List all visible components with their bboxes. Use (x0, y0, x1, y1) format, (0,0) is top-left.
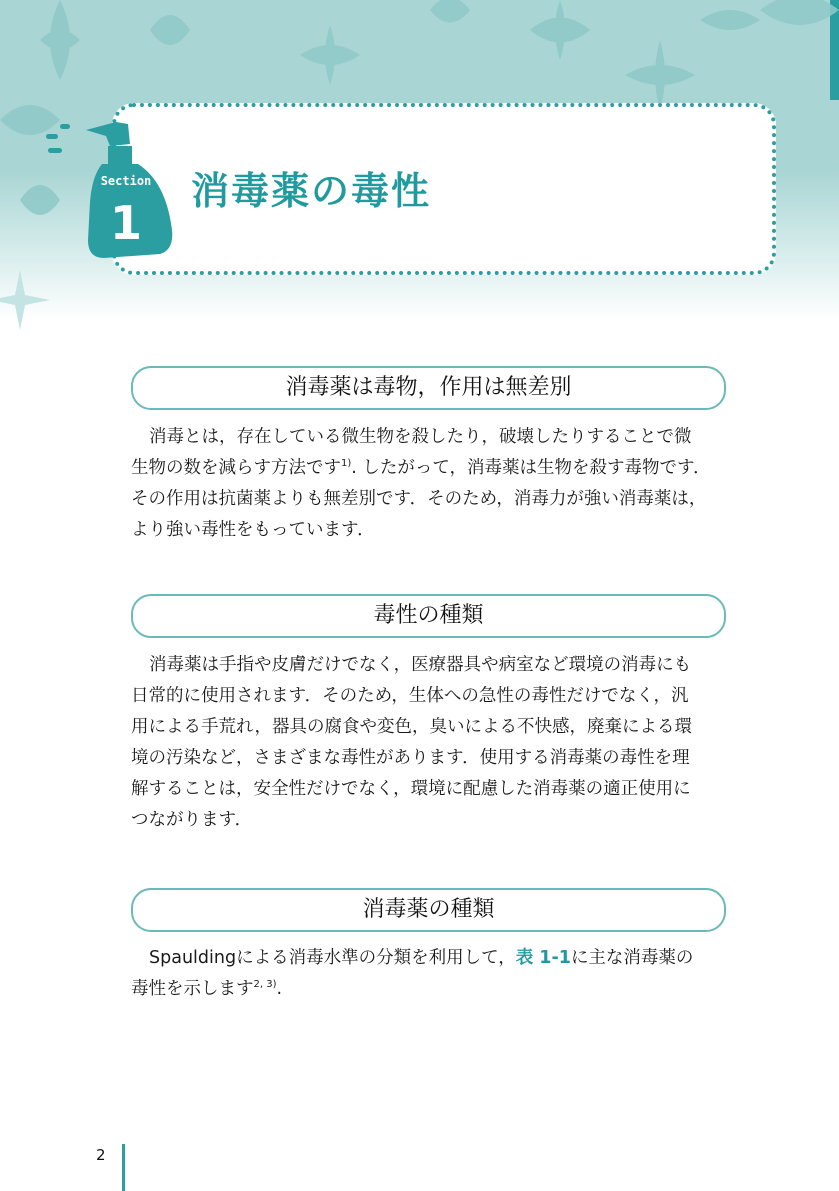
subheading-toxicity-types: 毒性の種類 (131, 594, 726, 638)
paragraph-toxicity-nature (131, 422, 731, 546)
text-line (131, 974, 731, 1005)
text-fragment: に主な消毒薬の (570, 948, 694, 968)
text-line: その作用は抗菌薬よりも無差別です．そのため，消毒力が強い消毒薬は， (131, 489, 707, 509)
subheading-toxicity-nature: 消毒薬は毒物，作用は無差別 (131, 366, 726, 410)
section-label: Section (100, 174, 152, 188)
page-title: 消毒薬の毒性 (191, 169, 432, 213)
text-line: つながります． (131, 810, 253, 830)
text-line: 用による手荒れ，器具の腐食や変色，臭いによる不快感，廃棄による環 (131, 717, 693, 737)
text-line: 解することは，安全性だけでなく，環境に配慮した消毒薬の適正使用に (131, 779, 691, 799)
paragraph-toxicity-types (131, 650, 731, 836)
page-number: 2 (96, 1146, 106, 1164)
text-fragment: . (276, 979, 283, 999)
subheading-disinfectant-types: 消毒薬の種類 (131, 888, 726, 932)
paragraph-disinfectant-types (131, 943, 731, 1005)
text-line: より強い毒性をもっています． (131, 520, 375, 540)
text-line: 境の汚染など，さまざまな毒性があります．使用する消毒薬の毒性を理 (131, 748, 690, 768)
citation: 1) (341, 458, 352, 470)
text-line: 消毒とは，存在している微生物を殺したり，破壊したりすることで微 (149, 427, 692, 447)
table-reference-link[interactable]: 表 1-1 (515, 948, 571, 968)
text-fragment: Spauldingによる消毒水準の分類を利用して， (149, 948, 516, 968)
section-number: 1 (109, 196, 142, 250)
text-fragment: 生物の数を減らす方法です (131, 458, 341, 478)
page-number-rule (122, 1144, 125, 1191)
text-fragment: . したがって，消毒薬は生物を殺す毒物です． (351, 458, 711, 478)
text-line: 日常的に使用されます．そのため，生体への急性の毒性だけでなく，汎 (131, 686, 689, 706)
text-line (131, 943, 731, 974)
text-line: 消毒薬は手指や皮膚だけでなく，医療器具や病室など環境の消毒にも (149, 655, 692, 675)
text-line (131, 453, 731, 484)
citation: 2, 3) (253, 979, 277, 991)
text-fragment: 毒性を示します (131, 979, 254, 999)
